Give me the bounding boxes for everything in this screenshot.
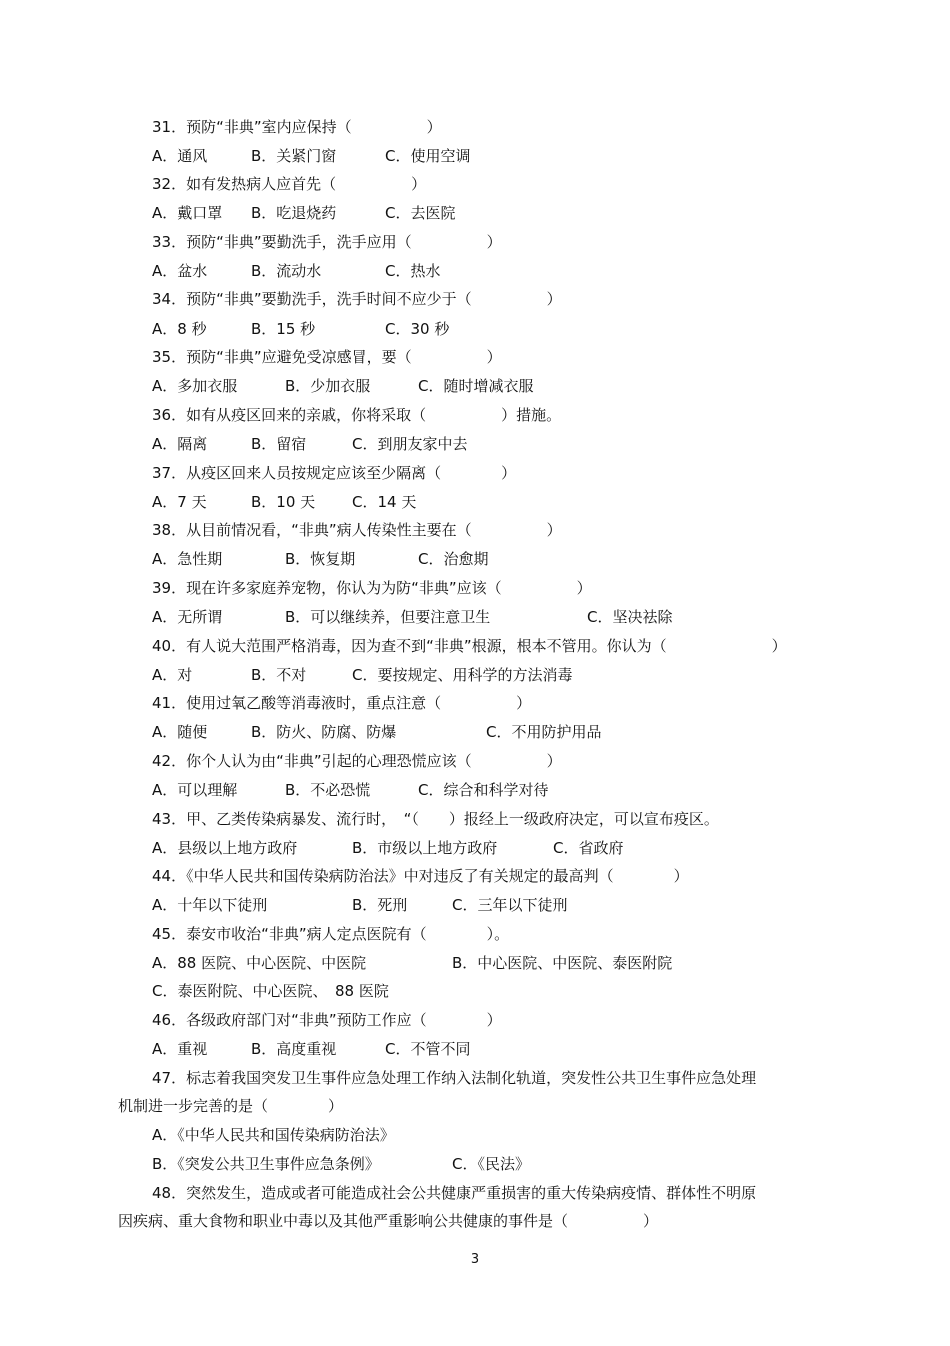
option-a: A．县级以上地方政府 bbox=[152, 839, 298, 857]
option-b: B．留宿 bbox=[251, 435, 307, 453]
option-b: B．关紧门窗 bbox=[251, 147, 337, 165]
question-33: 33．预防“非典”要勤洗手，洗手应用（ ） bbox=[152, 233, 502, 251]
option-c: C．不管不同 bbox=[385, 1040, 471, 1058]
option-a: A．7 天 bbox=[152, 493, 207, 511]
question-37: 37．从疫区回来人员按规定应该至少隔离（ ） bbox=[152, 464, 517, 482]
option-a: A．急性期 bbox=[152, 550, 223, 568]
option-c: C．要按规定、用科学的方法消毒 bbox=[352, 666, 573, 684]
question-45: 45．泰安市收治“非典”病人定点医院有（ ）。 bbox=[152, 925, 510, 943]
question-46-options bbox=[152, 1038, 471, 1060]
question-39: 39．现在许多家庭养宠物，你认为为防“非典”应该（ ） bbox=[152, 579, 592, 597]
option-a: A．88 医院、中心医院、中医院 bbox=[152, 954, 367, 972]
question-40-options bbox=[152, 664, 573, 686]
option-a: A．随便 bbox=[152, 723, 208, 741]
option-b: B．中心医院、中医院、泰医附院 bbox=[452, 954, 673, 972]
option-c: C．省政府 bbox=[553, 839, 624, 857]
question-38-options bbox=[152, 548, 489, 570]
question-34: 34．预防“非典”要勤洗手，洗手时间不应少于（ ） bbox=[152, 290, 562, 308]
option-c: C．热水 bbox=[385, 262, 441, 280]
question-41: 41．使用过氧乙酸等消毒液时，重点注意（ ） bbox=[152, 694, 532, 712]
question-42-options bbox=[152, 779, 549, 801]
option-c: C．去医院 bbox=[385, 204, 456, 222]
question-43-options bbox=[152, 837, 624, 859]
question-46: 46．各级政府部门对“非典”预防工作应（ ） bbox=[152, 1011, 502, 1029]
page-number: 3 bbox=[470, 1252, 480, 1267]
question-38: 38．从目前情况看，“非典”病人传染性主要在（ ） bbox=[152, 521, 562, 539]
option-b: B．高度重视 bbox=[251, 1040, 337, 1058]
question-42: 42．你个人认为由“非典”引起的心理恐慌应该（ ） bbox=[152, 752, 562, 770]
question-31: 31．预防“非典”室内应保持（ ） bbox=[152, 118, 442, 136]
option-a: A．十年以下徒刑 bbox=[152, 896, 268, 914]
option-c: C．随时增减衣服 bbox=[418, 377, 534, 395]
option-b: B．吃退烧药 bbox=[251, 204, 337, 222]
question-39-options bbox=[152, 606, 673, 628]
option-b: B．防火、防腐、防爆 bbox=[251, 723, 397, 741]
question-31-options bbox=[152, 145, 471, 167]
question-44-options bbox=[152, 894, 568, 916]
option-c: C．14 天 bbox=[352, 493, 417, 511]
option-a: A．盆水 bbox=[152, 262, 208, 280]
question-41-options bbox=[152, 721, 602, 743]
option-a: A．隔离 bbox=[152, 435, 208, 453]
option-a: A．多加衣服 bbox=[152, 377, 238, 395]
question-36: 36．如有从疫区回来的亲戚，你将采取（ ）措施。 bbox=[152, 406, 562, 424]
question-48: 48．突然发生，造成或者可能造成社会公共健康严重损害的重大传染病疫情、群体性不明原 bbox=[152, 1184, 757, 1202]
option-b: B．10 天 bbox=[251, 493, 316, 511]
question-40: 40．有人说大范围严格消毒，因为查不到“非典”根源，根本不管用。你认为（ ） bbox=[152, 637, 787, 655]
question-47-options-row2 bbox=[152, 1153, 530, 1175]
option-c: C．到朋友家中去 bbox=[352, 435, 468, 453]
option-c: C．30 秒 bbox=[385, 320, 450, 338]
question-44: 44．《中华人民共和国传染病防治法》中对违反了有关规定的最高判（ ） bbox=[152, 867, 689, 885]
question-32: 32．如有发热病人应首先（ ） bbox=[152, 175, 427, 193]
question-34-options bbox=[152, 318, 450, 340]
question-37-options bbox=[152, 491, 417, 513]
option-c: C．使用空调 bbox=[385, 147, 471, 165]
question-35-options bbox=[152, 375, 534, 397]
option-c: C．综合和科学对待 bbox=[418, 781, 549, 799]
option-c: C．不用防护用品 bbox=[486, 723, 602, 741]
option-b: B．15 秒 bbox=[251, 320, 316, 338]
option-a: A．通风 bbox=[152, 147, 208, 165]
option-b: B．少加衣服 bbox=[285, 377, 371, 395]
option-a: A．重视 bbox=[152, 1040, 208, 1058]
question-32-options bbox=[152, 202, 456, 224]
option-a: A．可以理解 bbox=[152, 781, 238, 799]
question-33-options bbox=[152, 260, 441, 282]
question-48-continuation: 因疾病、重大食物和职业中毒以及其他严重影响公共健康的事件是（ ） bbox=[118, 1212, 659, 1230]
question-45-options bbox=[152, 952, 673, 974]
question-45-option-c: C．泰医附院、中心医院、 88 医院 bbox=[152, 982, 389, 1000]
option-a: A．戴口罩 bbox=[152, 204, 223, 222]
option-c: C．坚决祛除 bbox=[587, 608, 673, 626]
option-a: A．无所谓 bbox=[152, 608, 223, 626]
option-b: B．市级以上地方政府 bbox=[352, 839, 498, 857]
option-b: B．可以继续养，但要注意卫生 bbox=[285, 608, 491, 626]
option-b: B．不对 bbox=[251, 666, 307, 684]
option-a: A．对 bbox=[152, 666, 193, 684]
question-35: 35．预防“非典”应避免受凉感冒，要（ ） bbox=[152, 348, 502, 366]
option-b: B．《突发公共卫生事件应急条例》 bbox=[152, 1155, 380, 1173]
question-47-option-a: A．《中华人民共和国传染病防治法》 bbox=[152, 1126, 395, 1144]
question-47-continuation: 机制进一步完善的是（ ） bbox=[118, 1097, 344, 1115]
question-43: 43．甲、乙类传染病暴发、流行时， “（ ）报经上一级政府决定，可以宣布疫区。 bbox=[152, 810, 719, 828]
option-b: B．不必恐慌 bbox=[285, 781, 371, 799]
option-c: C．三年以下徒刑 bbox=[452, 896, 568, 914]
option-c: C．治愈期 bbox=[418, 550, 489, 568]
option-c: C．《民法》 bbox=[452, 1155, 530, 1173]
option-b: B．恢复期 bbox=[285, 550, 356, 568]
option-b: B．流动水 bbox=[251, 262, 322, 280]
option-a: A．8 秒 bbox=[152, 320, 207, 338]
question-36-options bbox=[152, 433, 468, 455]
question-47: 47．标志着我国突发卫生事件应急处理工作纳入法制化轨道，突发性公共卫生事件应急处理 bbox=[152, 1069, 757, 1087]
option-b: B．死刑 bbox=[352, 896, 408, 914]
